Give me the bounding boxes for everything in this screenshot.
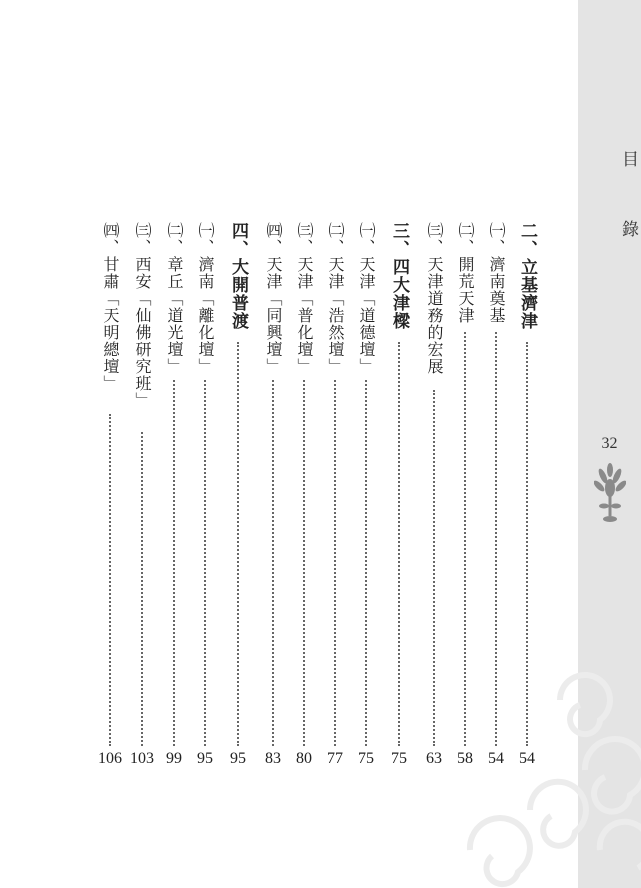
dot-leader: [272, 380, 274, 746]
toc-entry: ㈢、天津「普化壇」 80: [295, 222, 314, 767]
dot-leader: [109, 414, 111, 746]
toc-entry: ㈡、章丘「道光壇」 99: [165, 222, 184, 767]
toc-entry: 三、四大津樑 75: [389, 222, 409, 767]
toc-entry: 四、大開普渡 95: [228, 222, 248, 767]
dot-leader: [464, 332, 466, 746]
dot-leader: [303, 380, 305, 746]
dot-leader: [204, 380, 206, 746]
dot-leader: [334, 380, 336, 746]
floral-ornament-icon: [594, 462, 626, 524]
toc-entry: ㈣、天津「同興壇」 83: [264, 222, 283, 767]
toc-entry: ㈣、甘肅「天明總壇」 106: [98, 222, 122, 767]
toc-entry: 二、立基濟津 54: [517, 222, 537, 767]
dot-leader: [526, 342, 528, 746]
toc-entry: ㈡、開荒天津 58: [456, 222, 475, 767]
dot-leader: [398, 342, 400, 746]
dot-leader: [365, 380, 367, 746]
section-title: 目 錄: [618, 150, 638, 255]
toc-entry: ㈠、濟南奠基 54: [487, 222, 506, 767]
toc-entry: ㈠、濟南「離化壇」 95: [196, 222, 215, 767]
toc-entry: ㈢、天津道務的宏展 63: [425, 222, 444, 767]
dot-leader: [141, 432, 143, 746]
dot-leader: [237, 342, 239, 746]
toc-entry: ㈠、天津「道德壇」 75: [357, 222, 376, 767]
toc-entry: ㈡、天津「浩然壇」 77: [326, 222, 345, 767]
dot-leader: [495, 332, 497, 746]
dot-leader: [173, 380, 175, 746]
dot-leader: [433, 390, 435, 746]
page-number: 32: [601, 435, 618, 452]
toc-entry: ㈢、西安「仙佛研究班」 103: [130, 222, 154, 767]
